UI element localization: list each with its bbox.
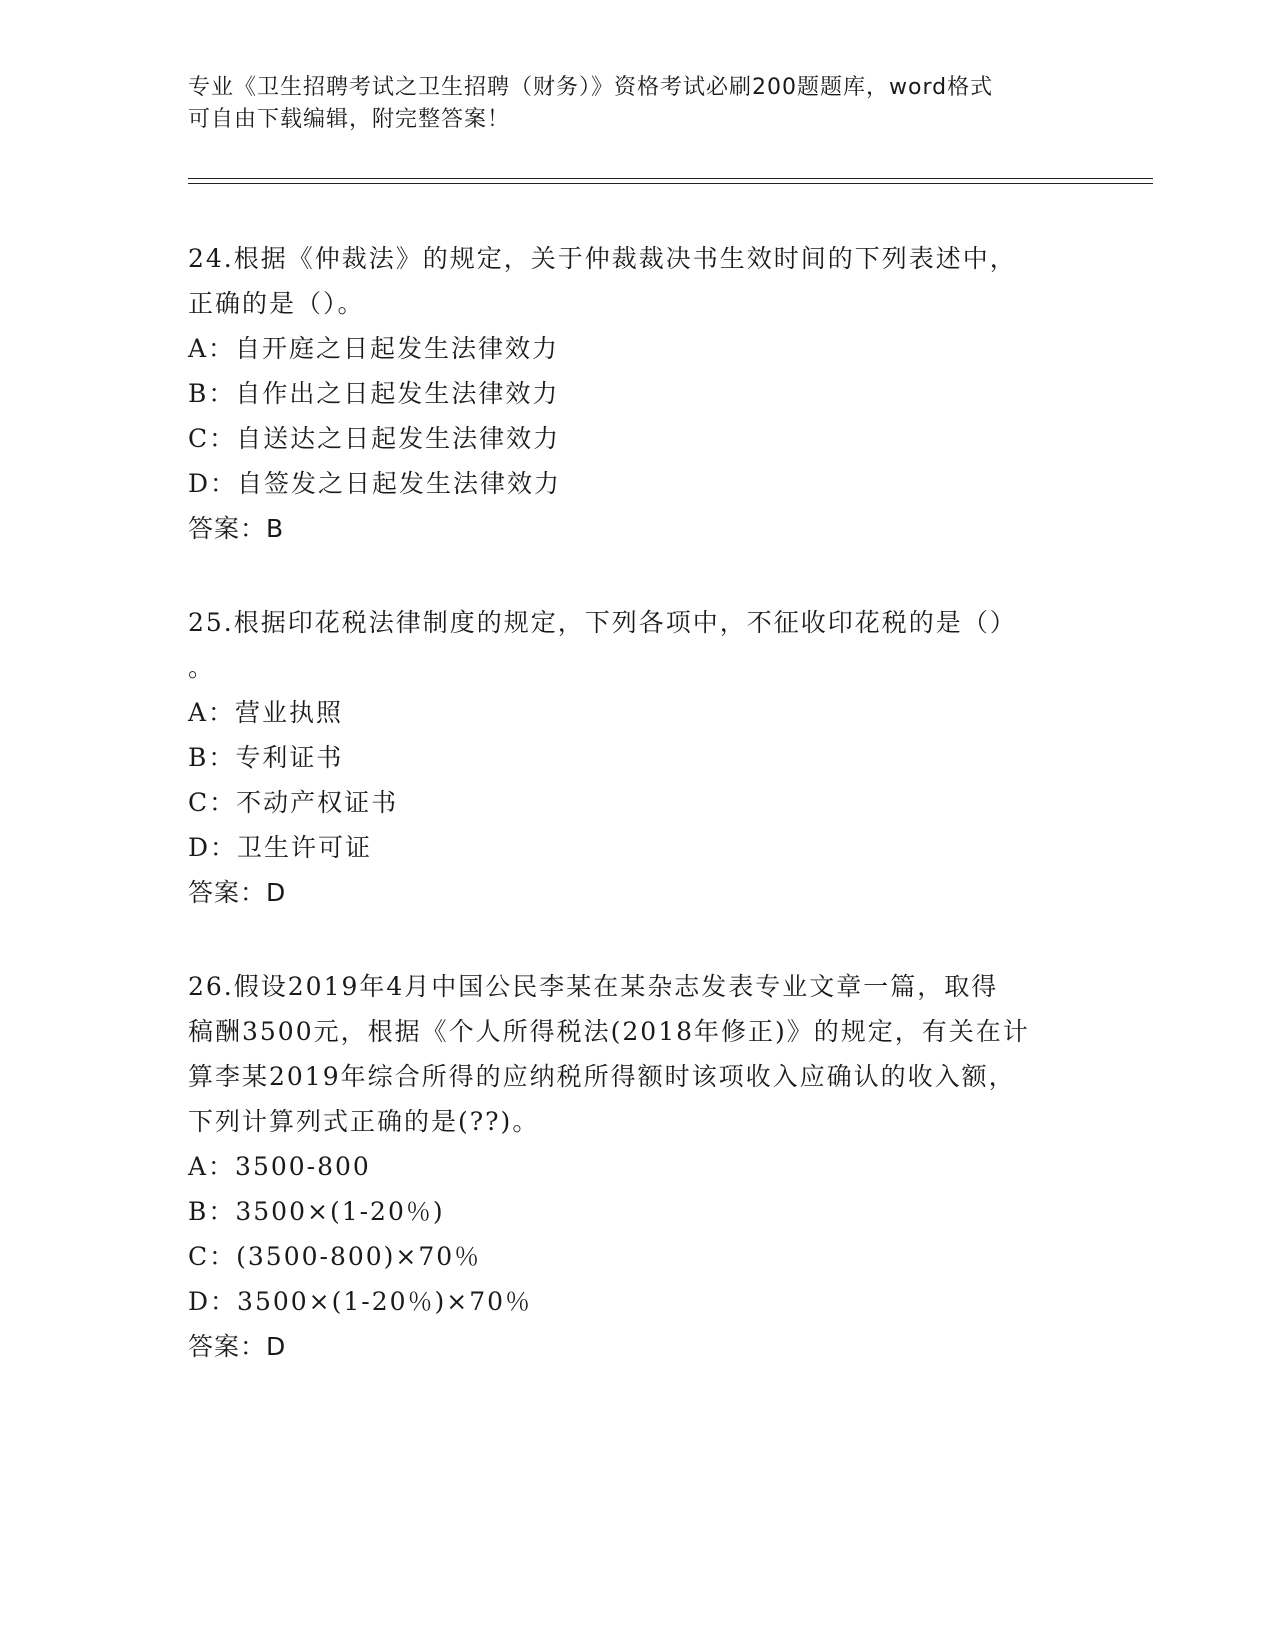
answer-line: 答案：D	[188, 1332, 287, 1361]
option-a: A：营业执照	[188, 698, 344, 727]
question-stem-line: 下列计算列式正确的是(??)。	[188, 1107, 540, 1136]
option-c: C：自送达之日起发生法律效力	[188, 424, 561, 453]
question-stem-line: 25.根据印花税法律制度的规定，下列各项中，不征收印花税的是（）	[188, 608, 1017, 637]
header-divider-bottom	[188, 183, 1153, 184]
question-26	[188, 964, 1088, 1369]
question-stem-line: 稿酬3500元，根据《个人所得税法(2018年修正)》的规定，有关在计	[188, 1017, 1030, 1046]
option-d: D：自签发之日起发生法律效力	[188, 469, 562, 498]
option-a: A：自开庭之日起发生法律效力	[188, 334, 560, 363]
option-b: B：自作出之日起发生法律效力	[188, 379, 560, 408]
question-stem-line: 24.根据《仲裁法》的规定，关于仲裁裁决书生效时间的下列表述中，	[188, 244, 1017, 273]
header-line-2: 可自由下载编辑，附完整答案！	[188, 107, 511, 132]
option-a: A：3500-800	[188, 1152, 371, 1181]
answer-line: 答案：B	[188, 514, 285, 543]
option-d: D：3500×(1-20％)×70％	[188, 1287, 533, 1316]
option-b: B：专利证书	[188, 743, 344, 772]
question-stem-line: 算李某2019年综合所得的应纳税所得额时该项收入应确认的收入额，	[188, 1062, 1016, 1091]
header-line-1: 专业《卫生招聘考试之卫生招聘（财务）》资格考试必刷200题题库，word格式	[188, 75, 994, 100]
question-24	[188, 236, 1088, 551]
option-d: D：卫生许可证	[188, 833, 373, 862]
header-divider-top	[188, 178, 1153, 179]
option-c: C：(3500-800)×70％	[188, 1242, 482, 1271]
option-c: C：不动产权证书	[188, 788, 399, 817]
document-header	[188, 72, 1068, 136]
question-25	[188, 600, 1088, 915]
question-stem-line: 正确的是（）。	[188, 289, 365, 318]
question-stem-line: 26.假设2019年4月中国公民李某在某杂志发表专业文章一篇，取得	[188, 972, 999, 1001]
question-stem-line: 。	[188, 653, 216, 682]
option-b: B：3500×(1-20％)	[188, 1197, 445, 1226]
answer-line: 答案：D	[188, 878, 287, 907]
